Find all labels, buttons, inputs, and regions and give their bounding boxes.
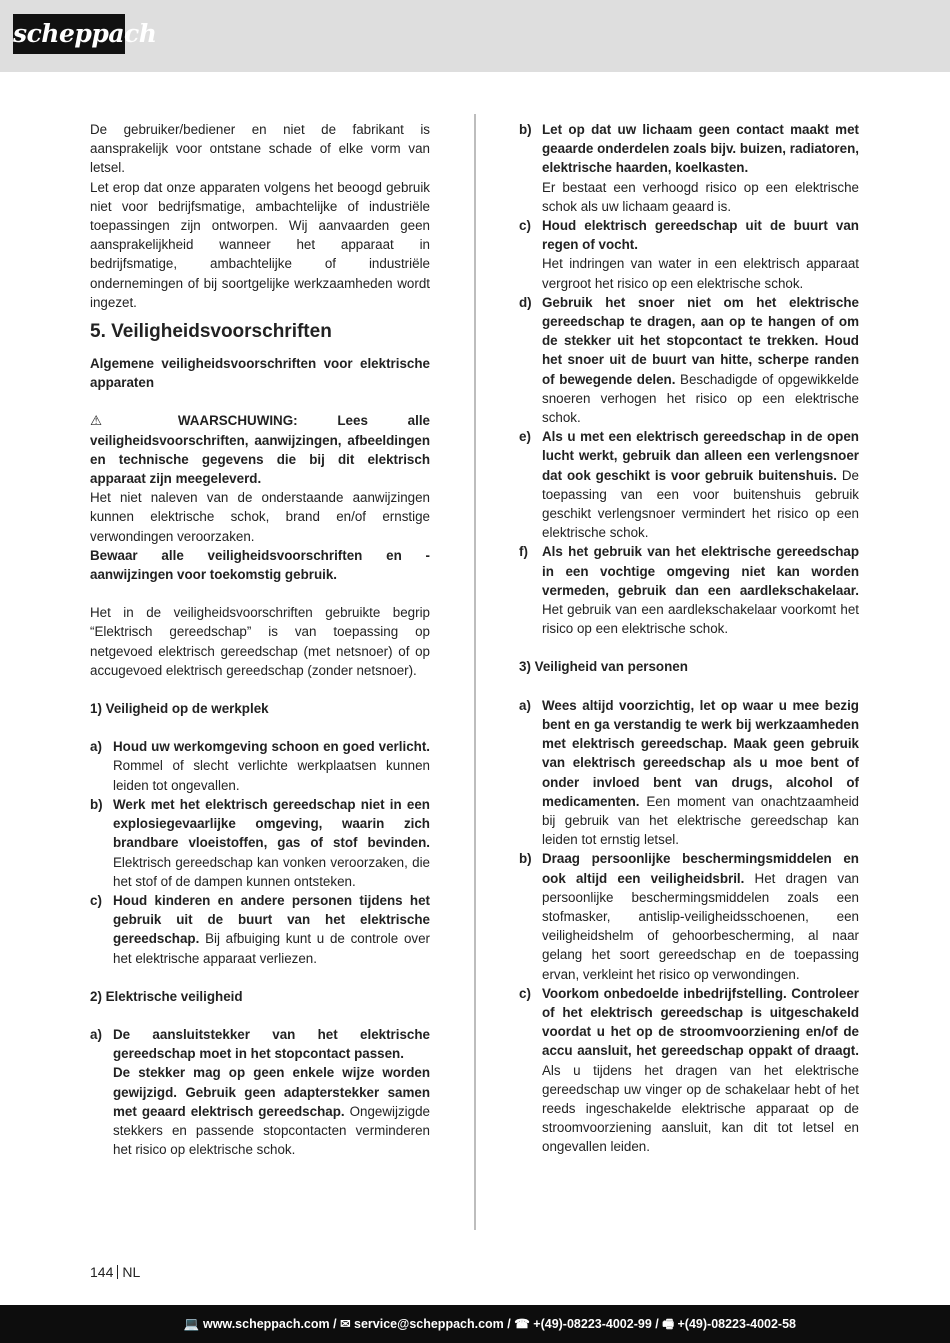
list-item [90,795,430,891]
list-item-bold: Werk met het elektrisch gereedschap niet in een explosiegevaarlijke omgeving, waarin zich brandbare vloeistoffen, gas of stof bevinden. [113,796,430,851]
list-item [519,849,859,983]
list-marker: c) [90,892,102,908]
list-item-text: Als u tijdens het dragen van het elektrische gereedschap uw vinger op de schakelaar hebt of het reeds ingeschakelde elektrische apparaat op de stroomvoorziening aansluit, kan dit tot letsel en ongevallen leiden. [542,1062,859,1155]
list-item [519,216,859,293]
list-item [519,984,859,1157]
intro-paragraph-2: Let erop dat onze apparaten volgens het beoogd gebruik niet voor bedrijfsmatige, ambachtelijke of industriële toepassingen zijn ontworpen. Wij aanvaarden geen aansprakelijkheid wanneer het apparaat in bedrijfsmatige, ambachtelijke of industriële ondernemingen of bij soortgelijke werkzaamheden wordt ingezet. [90,179,430,310]
warning-bold-text: WAARSCHUWING: Lees alle veiligheidsvoorschriften, aanwijzingen, afbeeldingen en technische gegevens die bij dit elektrisch apparaat zijn meegeleverd. [90,413,430,487]
footer-contact-line: 💻 www.scheppach.com / ✉ service@scheppach.com / ☎ +(49)-08223-4002-99 / 🖷 +(49)-08223-4002-58 [183,1317,796,1331]
scheppach-logo: scheppach [13,14,125,54]
warning-text: Het niet naleven van de onderstaande aanwijzingen kunnen elektrische schok, brand en/of ernstige verwondingen veroorzaken. [90,490,430,544]
section-title: 5. Veiligheidsvoorschriften [90,321,332,343]
list-marker: e) [519,429,531,445]
list-item-text: Beschadigde of opgewikkelde snoeren verhogen het risico op een elektrische schok. [542,371,859,426]
list-item-text: Er bestaat een verhoogd risico op een elektrische schok als uw lichaam geaard is. [542,179,859,214]
computer-icon: 💻 [183,1317,200,1331]
list-marker: a) [90,739,102,755]
page-number [90,1264,140,1280]
list-item-text: Elektrisch gereedschap kan vonken veroorzaken, die het stof of de dampen kunnen ontsteken. [113,854,430,889]
fax-icon: 🖷 [662,1317,675,1331]
list-item-text: Bij afbuiging kunt u de controle over het elektrische apparaat verliezen. [113,931,430,966]
page-language: NL [122,1264,141,1280]
list-marker: a) [90,1026,102,1042]
list-marker: b) [519,122,532,137]
page-number-value: 144 [90,1264,114,1280]
page-header [0,0,950,72]
list-item-bold: Voorkom onbedoelde inbedrijfstelling. Controleer of het elektrisch gereedschap is uitgeschakeld voordat u het op de stroomvoorziening en/of de accu aansluit, het gereedschap oppakt of draagt. [542,985,859,1059]
email-icon: ✉ [340,1317,351,1331]
electrical-safety-title: 2) Elektrische veiligheid [90,988,243,1004]
list-item-bold: Houd kinderen en andere personen tijdens het gebruik uit de buurt van het elektrische gereedschap. [113,892,430,947]
general-safety-title: Algemene veiligheidsvoorschriften voor elektrische apparaten [90,356,430,391]
list-item-bold: De aansluitstekker van het elektrische gereedschap moet in het stopcontact passen. [113,1026,430,1062]
list-item [519,427,859,542]
list-item [519,120,859,216]
list-item-text: Ongewijzigde stekkers en passende stopcontacten verminderen het risico op elektrische schok. [113,1103,430,1158]
list-item [90,891,430,968]
list-item [519,542,859,638]
list-item-bold: Gebruik het snoer niet om het elektrische gereedschap te dragen, aan op te hangen of om de stekker uit het stopcontact te trekken. Houd het snoer uit de buurt van hitte, scherpe randen of bewegende delen. [542,294,859,387]
list-marker: c) [519,218,531,234]
phone-icon: ☎ [514,1317,530,1331]
work-area-title: 1) Veiligheid op de werkplek [90,701,269,717]
list-item-text: Het indringen van water in een elektrisch apparaat vergroot het risico op een elektrische schok. [542,256,859,291]
list-item-text: De toepassing van een voor buitenshuis gebruik geschikt verlengsnoer vermindert het risico op een elektrische schok. [542,467,859,541]
list-marker: f) [519,544,528,560]
list-item-bold: Houd elektrisch gereedschap uit de buurt van regen of vocht. [542,218,859,253]
list-item [90,737,430,795]
list-item-text: Het gebruik van een aardlekschakelaar voorkomt het risico op een elektrische schok. [542,602,859,637]
list-item-bold: Let op dat uw lichaam geen contact maakt met geaarde onderdelen zoals bijv. buizen, radiatoren, elektrische haarden, koelkasten. [542,122,859,176]
list-marker: c) [519,985,531,1001]
list-marker: d) [519,294,532,310]
keep-instructions-text: Bewaar alle veiligheidsvoorschriften en -aanwijzingen voor toekomstig gebruik. [90,547,430,583]
warning-paragraph [90,411,430,488]
list-item-bold: Houd uw werkomgeving schoon en goed verlicht. [113,739,430,755]
personal-safety-title: 3) Veiligheid van personen [519,659,688,675]
list-item-text: Het dragen van persoonlijke beschermingsmiddelen zoals een stofmasker, antislip-veiligheidsschoenen, een veiligheidshelm of gehoorbescherming, al naar gelang het soort gereedschap en de toepassing ervan, verkleint het risico op verwondingen. [542,870,859,982]
list-marker: b) [90,796,103,812]
website-link[interactable]: www.scheppach.com [202,1317,330,1331]
right-column [519,120,859,1157]
list-item [519,696,859,850]
warning-triangle-icon: ⚠ [90,413,139,429]
list-marker: b) [519,851,532,867]
list-item-bold: Als het gebruik van het elektrische gereedschap in een vochtige omgeving niet kan worden vermeden, gebruik dan een aardlekschakelaar. [542,544,859,598]
list-item [519,293,859,427]
intro-paragraph-1: De gebruiker/bediener en niet de fabrikant is aansprakelijk voor ontstane schade of elke vorm van letsel. [90,122,430,176]
column-divider [474,114,476,1230]
list-item-text: Rommel of slecht verlichte werkplaatsen kunnen leiden tot ongevallen. [113,758,430,793]
term-definition: Het in de veiligheidsvoorschriften gebruikte begrip “Elektrisch gereedschap” is van toepassing op netgevoed elektrisch gereedschap (met netsnoer) of op accugevoed elektrisch gereedschap (zonder netsnoer). [90,605,430,678]
list-item-text: Een moment van onachtzaamheid bij gebruik van het elektrische gereedschap kan leiden tot ernstig letsel. [542,793,859,848]
fax-number: +(49)-08223-4002-58 [677,1317,796,1331]
left-column [90,120,430,1159]
list-item-bold: De stekker mag op geen enkele wijze worden gewijzigd. Gebruik geen adapterstekker samen met geaard elektrisch gereedschap. [113,1065,430,1119]
list-item-bold: Als u met een elektrisch gereedschap in de open lucht werkt, gebruik dan alleen een verlengsnoer dat ook geschikt is voor gebruik buitenshuis. [542,429,859,483]
page-number-separator [117,1265,118,1279]
list-item-bold: Draag persoonlijke beschermingsmiddelen en ook altijd een veiligheidsbril. [542,851,859,886]
list-item-bold: Wees altijd voorzichtig, let op waar u mee bezig bent en ga verstandig te werk bij werkzaamheden met elektrisch gereedschap. Maak geen gebruik van elektrisch gereedschap als u moe bent of onder invloed bent van drugs, alcohol of medicamenten. [542,697,859,809]
list-marker: a) [519,697,531,713]
list-item [90,1025,430,1159]
email-link[interactable]: service@scheppach.com [354,1317,504,1331]
phone-number: +(49)-08223-4002-99 [533,1317,652,1331]
page-footer [0,1305,950,1343]
